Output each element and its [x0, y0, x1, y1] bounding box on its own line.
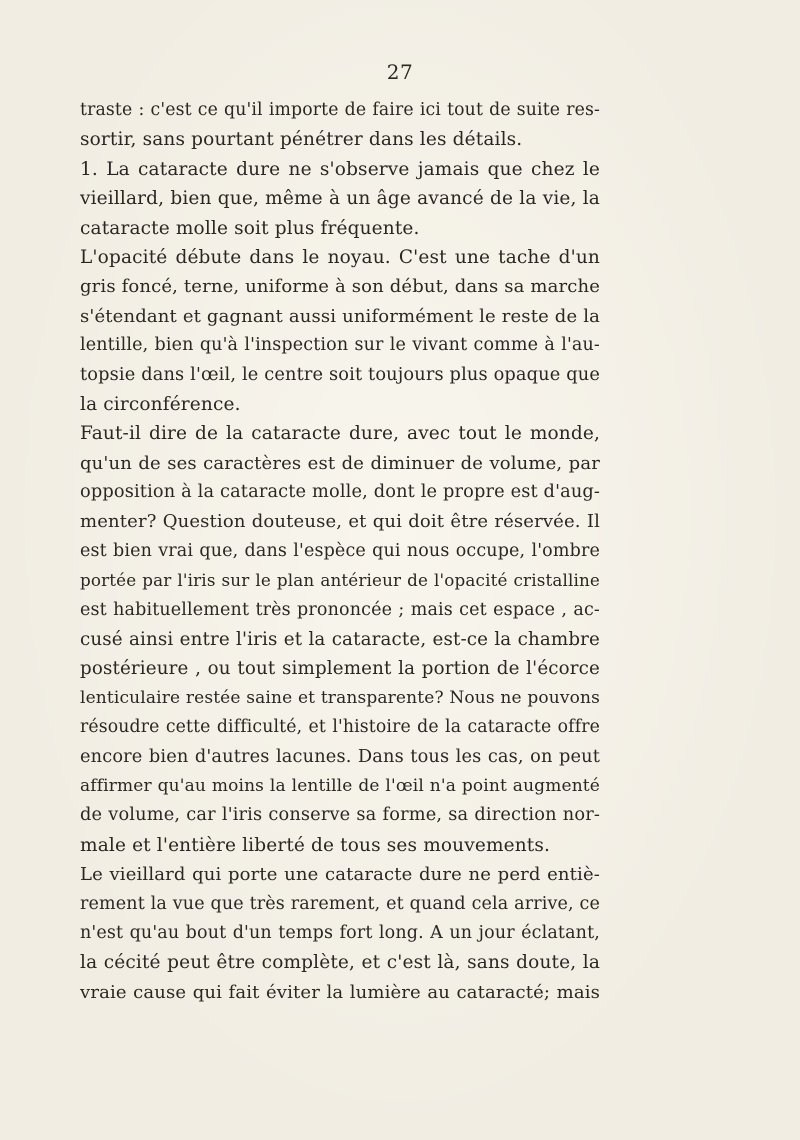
text-line: male et l'entière liberté de tous ses mouvements.	[80, 834, 551, 856]
text-line: topsie dans l'œil, le centre soit toujours plus opaque que	[80, 364, 600, 385]
text-line: vraie cause qui fait éviter la lumière au cataracté; mais	[80, 981, 600, 1003]
text-line: cusé ainsi entre l'iris et la cataracte, est-ce la chambre	[80, 629, 600, 651]
text-line: la cécité peut être complète, et c'est là, sans doute, la	[80, 952, 600, 974]
text-line: est bien vrai que, dans l'espèce qui nous occupe, l'ombre	[80, 540, 600, 561]
text-line: gris foncé, terne, uniforme à son début, dans sa marche	[80, 276, 601, 298]
text-line: affirmer qu'au moins la lentille de l'œil n'a point augmenté	[80, 775, 600, 796]
text-line: lenticulaire restée saine et transparente? Nous ne pouvons	[80, 687, 600, 708]
text-line: 1. La cataracte dure ne s'observe jamais que chez le	[80, 158, 600, 180]
text-line: Le vieillard qui porte une cataracte dure ne perd entiè-	[80, 864, 600, 886]
text-line: portée par l'iris sur le plan antérieur de l'opacité cristalline	[80, 570, 600, 591]
text-line: cataracte molle soit plus fréquente.	[80, 217, 420, 239]
text-line: vieillard, bien que, même à un âge avancé de la vie, la	[80, 188, 600, 210]
text-line: Faut-il dire de la cataracte dure, avec tout le monde,	[80, 423, 600, 445]
text-line: lentille, bien qu'à l'inspection sur le vivant comme à l'au-	[80, 335, 600, 356]
text-line: résoudre cette difficulté, et l'histoire de la cataracte offre	[80, 717, 600, 738]
text-line: est habituellement très prononcée ; mais cet espace , ac-	[80, 599, 600, 620]
text-line: n'est qu'au bout d'un temps fort long. A un jour éclatant,	[80, 922, 600, 943]
page-number: 27	[386, 60, 414, 84]
text-line: opposition à la cataracte molle, dont le propre est d'aug-	[80, 482, 601, 503]
text-line: postérieure , ou tout simplement la portion de l'écorce	[80, 658, 600, 680]
text-line: de volume, car l'iris conserve sa forme, sa direction nor-	[80, 805, 600, 826]
text-line: s'étendant et gagnant aussi uniformément le reste de la	[80, 305, 600, 327]
text-line: menter? Question douteuse, et qui doit être réservée. Il	[80, 511, 600, 533]
text-line: qu'un de ses caractères est de diminuer de volume, par	[80, 452, 600, 474]
text-line: encore bien d'autres lacunes. Dans tous les cas, on peut	[80, 746, 600, 767]
text-line: L'opacité débute dans le noyau. C'est une tache d'un	[80, 246, 600, 268]
text-line: traste : c'est ce qu'il importe de faire ici tout de suite res-	[80, 100, 600, 120]
text-line: la circonférence.	[80, 393, 241, 415]
text-line: rement la vue que très rarement, et quand cela arrive, ce	[80, 893, 600, 914]
text-line: sortir, sans pourtant pénétrer dans les détails.	[80, 129, 523, 151]
body-text	[80, 96, 600, 1007]
